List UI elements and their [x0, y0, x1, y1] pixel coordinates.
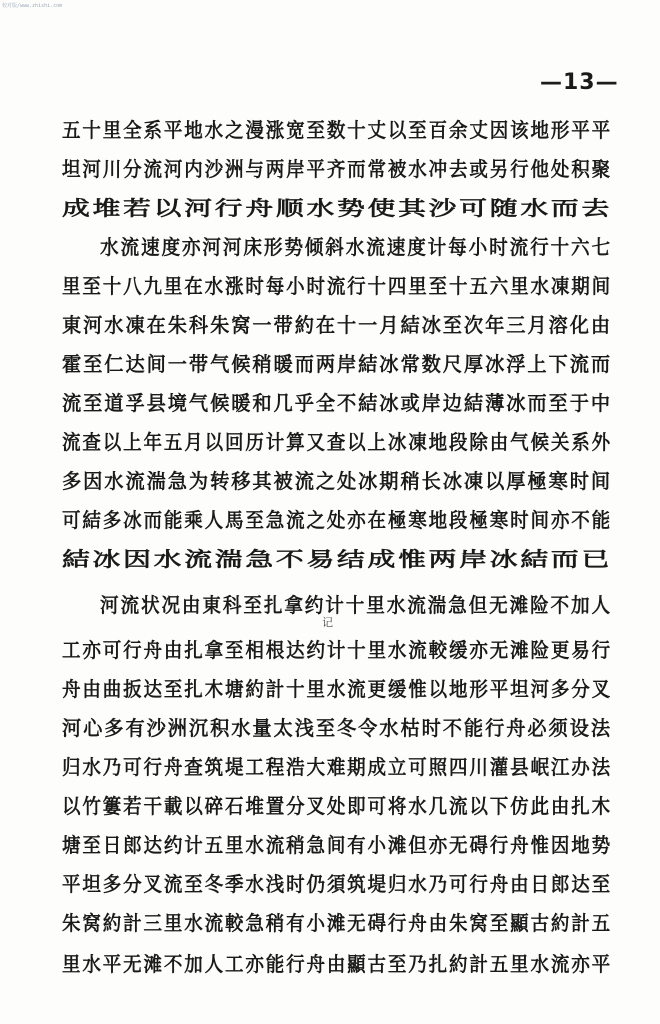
text-line: 水流速度亦河河床形势倾斜水流速度计每小时流行十六七 [100, 235, 612, 259]
watermark: 校对版/www.zhishi.com [2, 3, 63, 9]
text-line: 成堆若以河行舟顺水势使其沙可随水而去 [62, 196, 612, 220]
text-line: 工亦可行舟由扎拿至相根达约计十里水流較缓亦无滩险更易行 [62, 638, 612, 662]
text-line: 流查以上年五月以回历计算又查以上冰凍地段除由气候关系外 [62, 430, 612, 454]
text-line: 塘至日郎达约计五里水流稍急间有小滩但亦无碍行舟惟因地势 [62, 833, 612, 857]
text-line: 五十里全系平地水之漫涨宽至数十丈以至百余丈因该地形平平 [62, 118, 612, 142]
text-line: 归水乃可行舟查筑堤工程浩大难期成立可照四川灌县岷江办法 [62, 755, 612, 779]
text-line: 霍至仁达间一带气候稍暖而两岸結冰常数尺厚冰浮上下流而 [62, 352, 612, 376]
text-line: 結冰因水流湍急不易结成惟两岸冰結而已 [62, 547, 612, 571]
page-number: —13— [540, 70, 619, 95]
text-line: 河心多有沙洲沉积水量太浅至冬令水枯时不能行舟必须设法 [62, 716, 612, 740]
text-line: 里至十八九里在水涨时每小时流行十四里至十五六里水凍期间 [62, 274, 612, 298]
text-line: 以竹簍若干載以碎石堆置分叉处即可将水几流以下仿此由扎木 [62, 794, 612, 818]
text-line: 平坦多分叉流至冬季水浅时仍須筑堤归水乃可行舟由日郎达至 [62, 872, 612, 896]
text-line: 舟由曲扳达至扎木塘約計十里水流更缓惟以地形平坦河多分叉 [62, 677, 612, 701]
text-line: 流至道孚县境气候暖和几乎全不結冰或岸边結薄冰而至于中 [62, 391, 612, 415]
text-line: 河流状况由東科至扎拿约计十里水流湍急但无滩险不加人 [100, 593, 612, 617]
margin-note: 记 [322, 616, 333, 629]
text-line: 坦河川分流河内沙洲与两岸平齐而常被水冲去或另行他处积聚 [62, 157, 612, 181]
text-line: 多因水流湍急为转移其被流之处冰期稍长冰凍以厚極寒时间 [62, 469, 612, 493]
text-line: 可結多冰而能乘人馬至急流之处亦在極寒地段極寒时间亦不能 [62, 508, 612, 532]
text-line: 東河水凍在朱科朱窝一带約在十一月結冰至次年三月溶化由 [62, 313, 612, 337]
text-line: 朱窝約計三里水流較急稍有小滩无碍行舟由朱窝至顯古約計五 [62, 911, 612, 935]
text-line: 里水平无滩不加人工亦能行舟由顯古至乃扎約計五里水流亦平 [62, 952, 612, 976]
